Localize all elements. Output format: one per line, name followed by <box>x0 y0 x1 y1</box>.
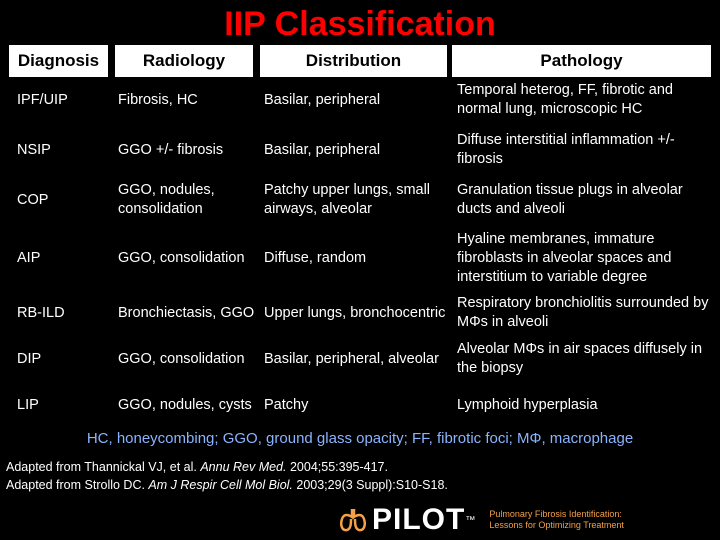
cell-diagnosis: DIP <box>17 350 42 367</box>
cell-distribution: Basilar, peripheral <box>264 141 381 158</box>
cell-distribution: Basilar, peripheral, alveolar <box>264 350 439 367</box>
cell-pathology: Respiratory bronchiolitis surrounded by MΦs in alveoli <box>457 295 709 330</box>
cell-distribution: Patchy upper lungs, small airways, alveolar <box>264 182 431 217</box>
header-radiology: Radiology <box>115 45 253 77</box>
cell-pathology: Lymphoid hyperplasia <box>457 396 598 413</box>
cell-pathology: Alveolar MΦs in air spaces diffusely in the biopsy <box>457 341 703 376</box>
table-row <box>0 178 720 222</box>
cell-pathology: Diffuse interstitial inflammation +/- fibrosis <box>457 132 675 167</box>
cell-distribution: Diffuse, random <box>264 249 367 266</box>
cell-diagnosis: LIP <box>17 396 39 413</box>
reference-text: Adapted from Thannickal VJ, et al. <box>6 460 201 474</box>
reference-citation: 2003;29(3 Suppl):S10-S18. <box>292 478 448 492</box>
pilot-logo <box>338 500 624 540</box>
table-row <box>0 128 720 172</box>
cell-diagnosis: NSIP <box>17 141 51 158</box>
reference-citation: 2004;55:395-417. <box>286 460 388 474</box>
lungs-logo-icon <box>338 507 368 533</box>
cell-radiology: GGO +/- fibrosis <box>118 141 224 158</box>
cell-diagnosis: IPF/UIP <box>17 91 68 108</box>
slide-title: IIP Classification <box>224 5 496 43</box>
reference-text: Adapted from Strollo DC. <box>6 478 149 492</box>
reference-1 <box>6 460 388 474</box>
tagline-line-1: Pulmonary Fibrosis Identification: <box>489 509 622 519</box>
cell-radiology: GGO, nodules, consolidation <box>118 182 215 217</box>
table-row <box>0 228 720 288</box>
cell-radiology: Fibrosis, HC <box>118 91 198 108</box>
brand-name: PILOT <box>372 503 466 536</box>
trademark: ™ <box>465 514 476 526</box>
cell-pathology: Temporal heterog, FF, fibrotic and normal lung, microscopic HC <box>457 82 673 117</box>
cell-distribution: Patchy <box>264 396 309 413</box>
abbreviations-footnote: HC, honeycombing; GGO, ground glass opacity; FF, fibrotic foci; MΦ, macrophage <box>86 430 634 447</box>
tagline-line-2: Lessons for Optimizing Treatment <box>489 520 624 530</box>
header-diagnosis: Diagnosis <box>9 45 108 77</box>
reference-journal: Annu Rev Med. <box>200 460 287 474</box>
table-row <box>0 78 720 122</box>
table-row <box>0 338 720 380</box>
header-pathology: Pathology <box>452 45 711 77</box>
cell-distribution: Basilar, peripheral <box>264 91 381 108</box>
cell-diagnosis: AIP <box>17 249 41 266</box>
cell-diagnosis: COP <box>17 191 49 208</box>
cell-pathology: Hyaline membranes, immature fibroblasts in alveolar spaces and interstitium to variable degree <box>457 230 672 285</box>
table-row <box>0 292 720 334</box>
brand-tagline <box>489 509 624 531</box>
cell-pathology: Granulation tissue plugs in alveolar ducts and alveoli <box>457 182 683 217</box>
cell-radiology: GGO, consolidation <box>118 350 245 367</box>
cell-radiology: GGO, consolidation <box>118 249 245 266</box>
cell-radiology: Bronchiectasis, GGO <box>118 304 255 321</box>
reference-2 <box>6 478 448 492</box>
cell-radiology: GGO, nodules, cysts <box>118 396 252 413</box>
table-row <box>0 384 720 426</box>
reference-journal: Am J Respir Cell Mol Biol. <box>148 478 293 492</box>
cell-diagnosis: RB-ILD <box>17 304 65 321</box>
header-distribution: Distribution <box>260 45 447 77</box>
cell-distribution: Upper lungs, bronchocentric <box>264 304 446 321</box>
